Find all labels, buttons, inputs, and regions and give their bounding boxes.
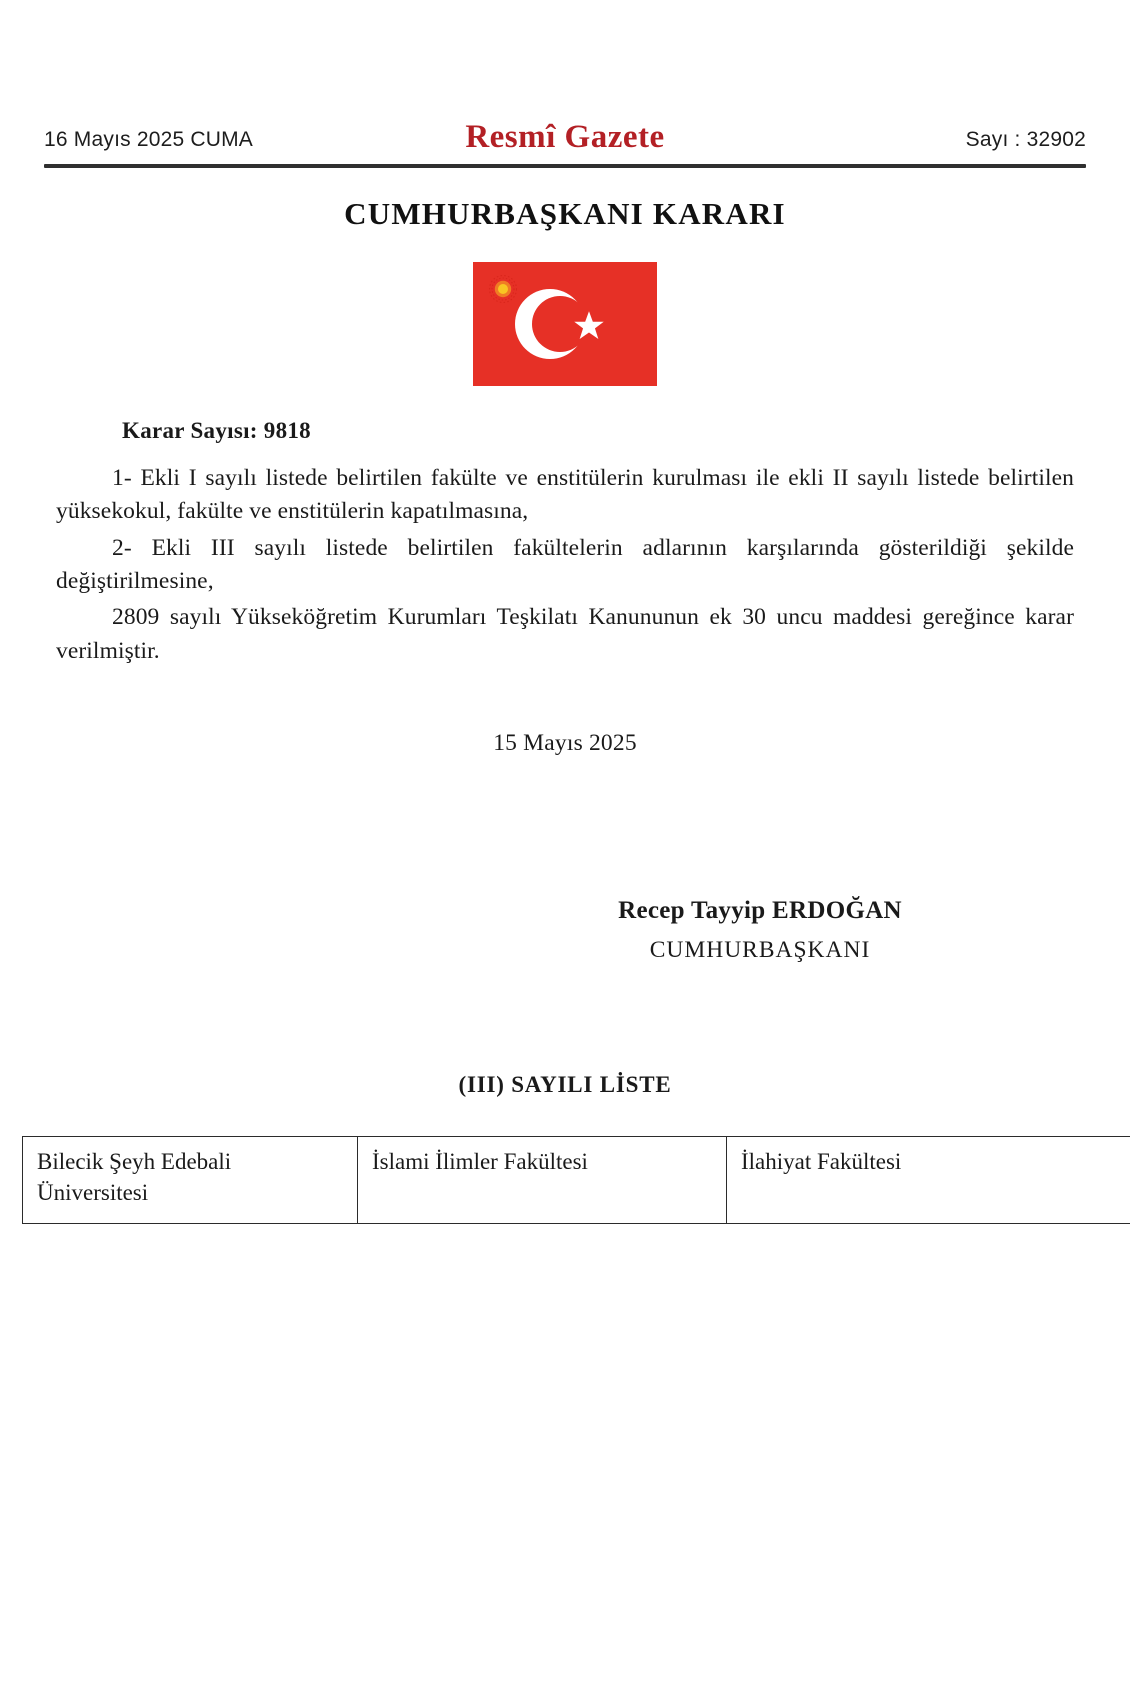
decree-table [22, 1136, 1130, 1224]
signature-date: 15 Mayıs 2025 [44, 730, 1086, 757]
table-cell-university: Bilecik Şeyh Edebali Üniversitesi [23, 1137, 358, 1224]
page-title: CUMHURBAŞKANI KARARI [44, 196, 1086, 232]
star-shape [572, 309, 606, 343]
signatory-role: CUMHURBAŞKANI [434, 937, 1086, 964]
signatory-name: Recep Tayyip ERDOĞAN [434, 897, 1086, 925]
gazette-page [0, 96, 1130, 1696]
decision-number: Karar Sayısı: 9818 [122, 418, 1086, 444]
decree-paragraph-3: 2809 sayılı Yükseköğretim Kurumları Teşkilatı Kanununun ek 30 uncu maddesi gereğince karar verilmiştir. [56, 601, 1074, 668]
signature-block [44, 897, 1086, 964]
table-row [23, 1137, 1130, 1224]
decree-paragraph-2: 2- Ekli III sayılı listede belirtilen fakültelerin adlarının karşılarında gösterildiği şekilde değiştirilmesine, [56, 532, 1074, 599]
table-cell-new-name: İlahiyat Fakültesi [727, 1137, 1130, 1224]
issue-number: Sayı : 32902 [966, 128, 1086, 158]
decree-paragraph-1: 1- Ekli I sayılı listede belirtilen fakülte ve enstitülerin kurulması ile ekli II sayılı listede belirtilen yüksekokul, fakülte ve enstitülerin kapatılmasına, [56, 462, 1074, 529]
table-cell-old-name: İslami İlimler Fakültesi [358, 1137, 727, 1224]
decree-body [44, 462, 1086, 668]
list-heading: (III) SAYILI LİSTE [44, 1072, 1086, 1098]
turkish-flag-icon [473, 262, 657, 386]
masthead-divider [44, 164, 1086, 168]
publication-title: Resmî Gazete [44, 119, 1086, 156]
masthead [44, 96, 1086, 158]
publication-date: 16 Mayıs 2025 CUMA [44, 128, 253, 158]
table-body [23, 1137, 1130, 1224]
emblem-container [44, 262, 1086, 386]
sun-rosette-icon [486, 272, 520, 306]
